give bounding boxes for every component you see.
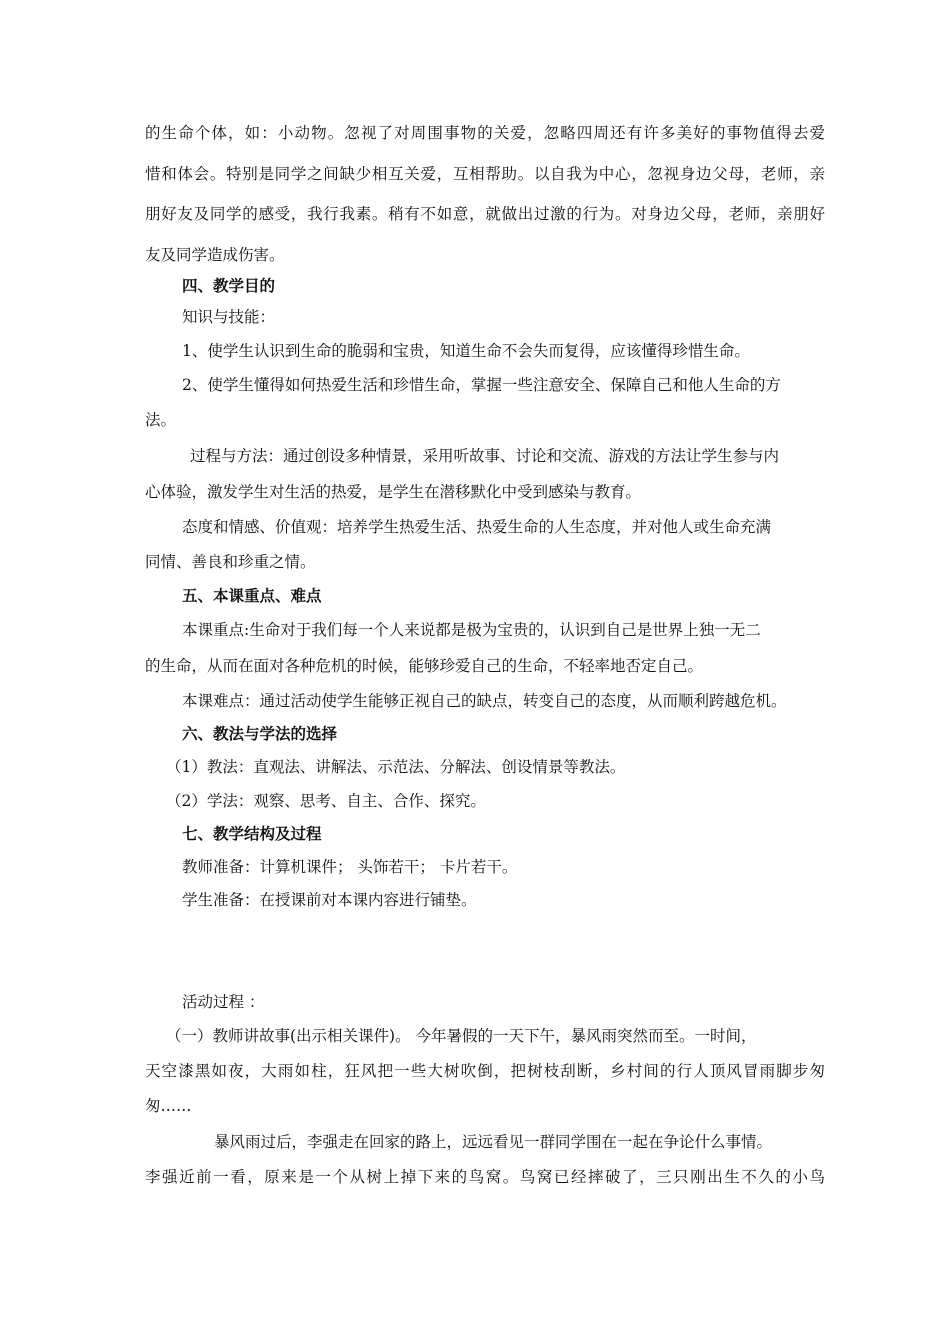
paragraph-line: 活动过程 ： (182, 993, 265, 1011)
paragraph-line: 朋好友及同学的感受，我行我素。稍有不如意，就做出过激的行为。对身边父母，老师，亲朋好 (145, 205, 825, 223)
paragraph-line: 本课难点：通过活动使学生能够正视自己的缺点，转变自己的态度，从而顺利跨越危机。 (182, 692, 787, 710)
paragraph-line: 态度和情感、价值观：培养学生热爱生活、热爱生命的人生态度，并对他人或生命充满 (182, 518, 772, 536)
paragraph-line: 匆…… (145, 1097, 192, 1115)
paragraph-line: 的生命，从而在面对各种危机的时候，能够珍爱自己的生命，不轻率地否定自己。 (145, 657, 704, 675)
paragraph-line: 友及同学造成伤害。 (145, 246, 285, 264)
paragraph-line: 惜和体会。特别是同学之间缺少相互关爱，互相帮助。以自我为中心，忽视身边父母，老师，亲 (145, 165, 825, 183)
paragraph-line: 教师准备：计算机课件； 头饰若干； 卡片若干。 (182, 858, 518, 876)
paragraph-line: 1、使学生认识到生命的脆弱和宝贵，知道生命不会失而复得，应该懂得珍惜生命。 (182, 342, 750, 360)
paragraph-line: 本课重点:生命对于我们每一个人来说都是极为宝贵的，认识到自己是世界上独一无二 (182, 621, 761, 639)
paragraph-line: 法。 (145, 411, 177, 429)
paragraph-line: 李强近前一看，原来是一个从树上掉下来的鸟窝。鸟窝已经摔破了，三只刚出生不久的小鸟 (145, 1168, 825, 1186)
list-item: （1）教法：直观法、讲解法、示范法、分解法、创设情景等教法。 (166, 758, 626, 776)
paragraph-line: 的生命个体，如：小动物。忽视了对周围事物的关爱，忽略四周还有许多美好的事物值得去爱 (145, 124, 825, 142)
list-item: （2）学法：观察、思考、自主、合作、探究。 (166, 792, 486, 810)
paragraph-line: （一）教师讲故事(出示相关课件)。 今年暑假的一天下午，暴风雨突然而至。一时间， (166, 1027, 757, 1045)
paragraph-line: 学生准备：在授课前对本课内容进行铺垫。 (182, 891, 477, 909)
paragraph-line: 过程与方法：通过创设多种情景，采用听故事、讨论和交流、游戏的方法让学生参与内 (190, 447, 780, 465)
section-heading-4: 四、教学目的 (182, 277, 276, 295)
paragraph-line: 2、使学生懂得如何热爱生活和珍惜生命，掌握一些注意安全、保障自己和他人生命的方 (182, 376, 781, 394)
paragraph-line: 心体验，激发学生对生活的热爱，是学生在潜移默化中受到感染与教育。 (145, 483, 642, 501)
paragraph-line: 同情、善良和珍重之情。 (145, 553, 316, 571)
section-heading-6: 六、教法与学法的选择 (182, 725, 338, 743)
section-heading-7: 七、教学结构及过程 (182, 825, 322, 843)
subheading-knowledge: 知识与技能： (182, 308, 276, 326)
paragraph-line: 暴风雨过后，李强走在回家的路上，远远看见一群同学围在一起在争论什么事情。 (214, 1133, 773, 1151)
paragraph-line: 天空漆黑如夜，大雨如柱，狂风把一些大树吹倒，把树枝刮断，乡村间的行人顶风冒雨脚步匆 (145, 1062, 825, 1080)
section-heading-5: 五、本课重点、难点 (182, 587, 322, 605)
